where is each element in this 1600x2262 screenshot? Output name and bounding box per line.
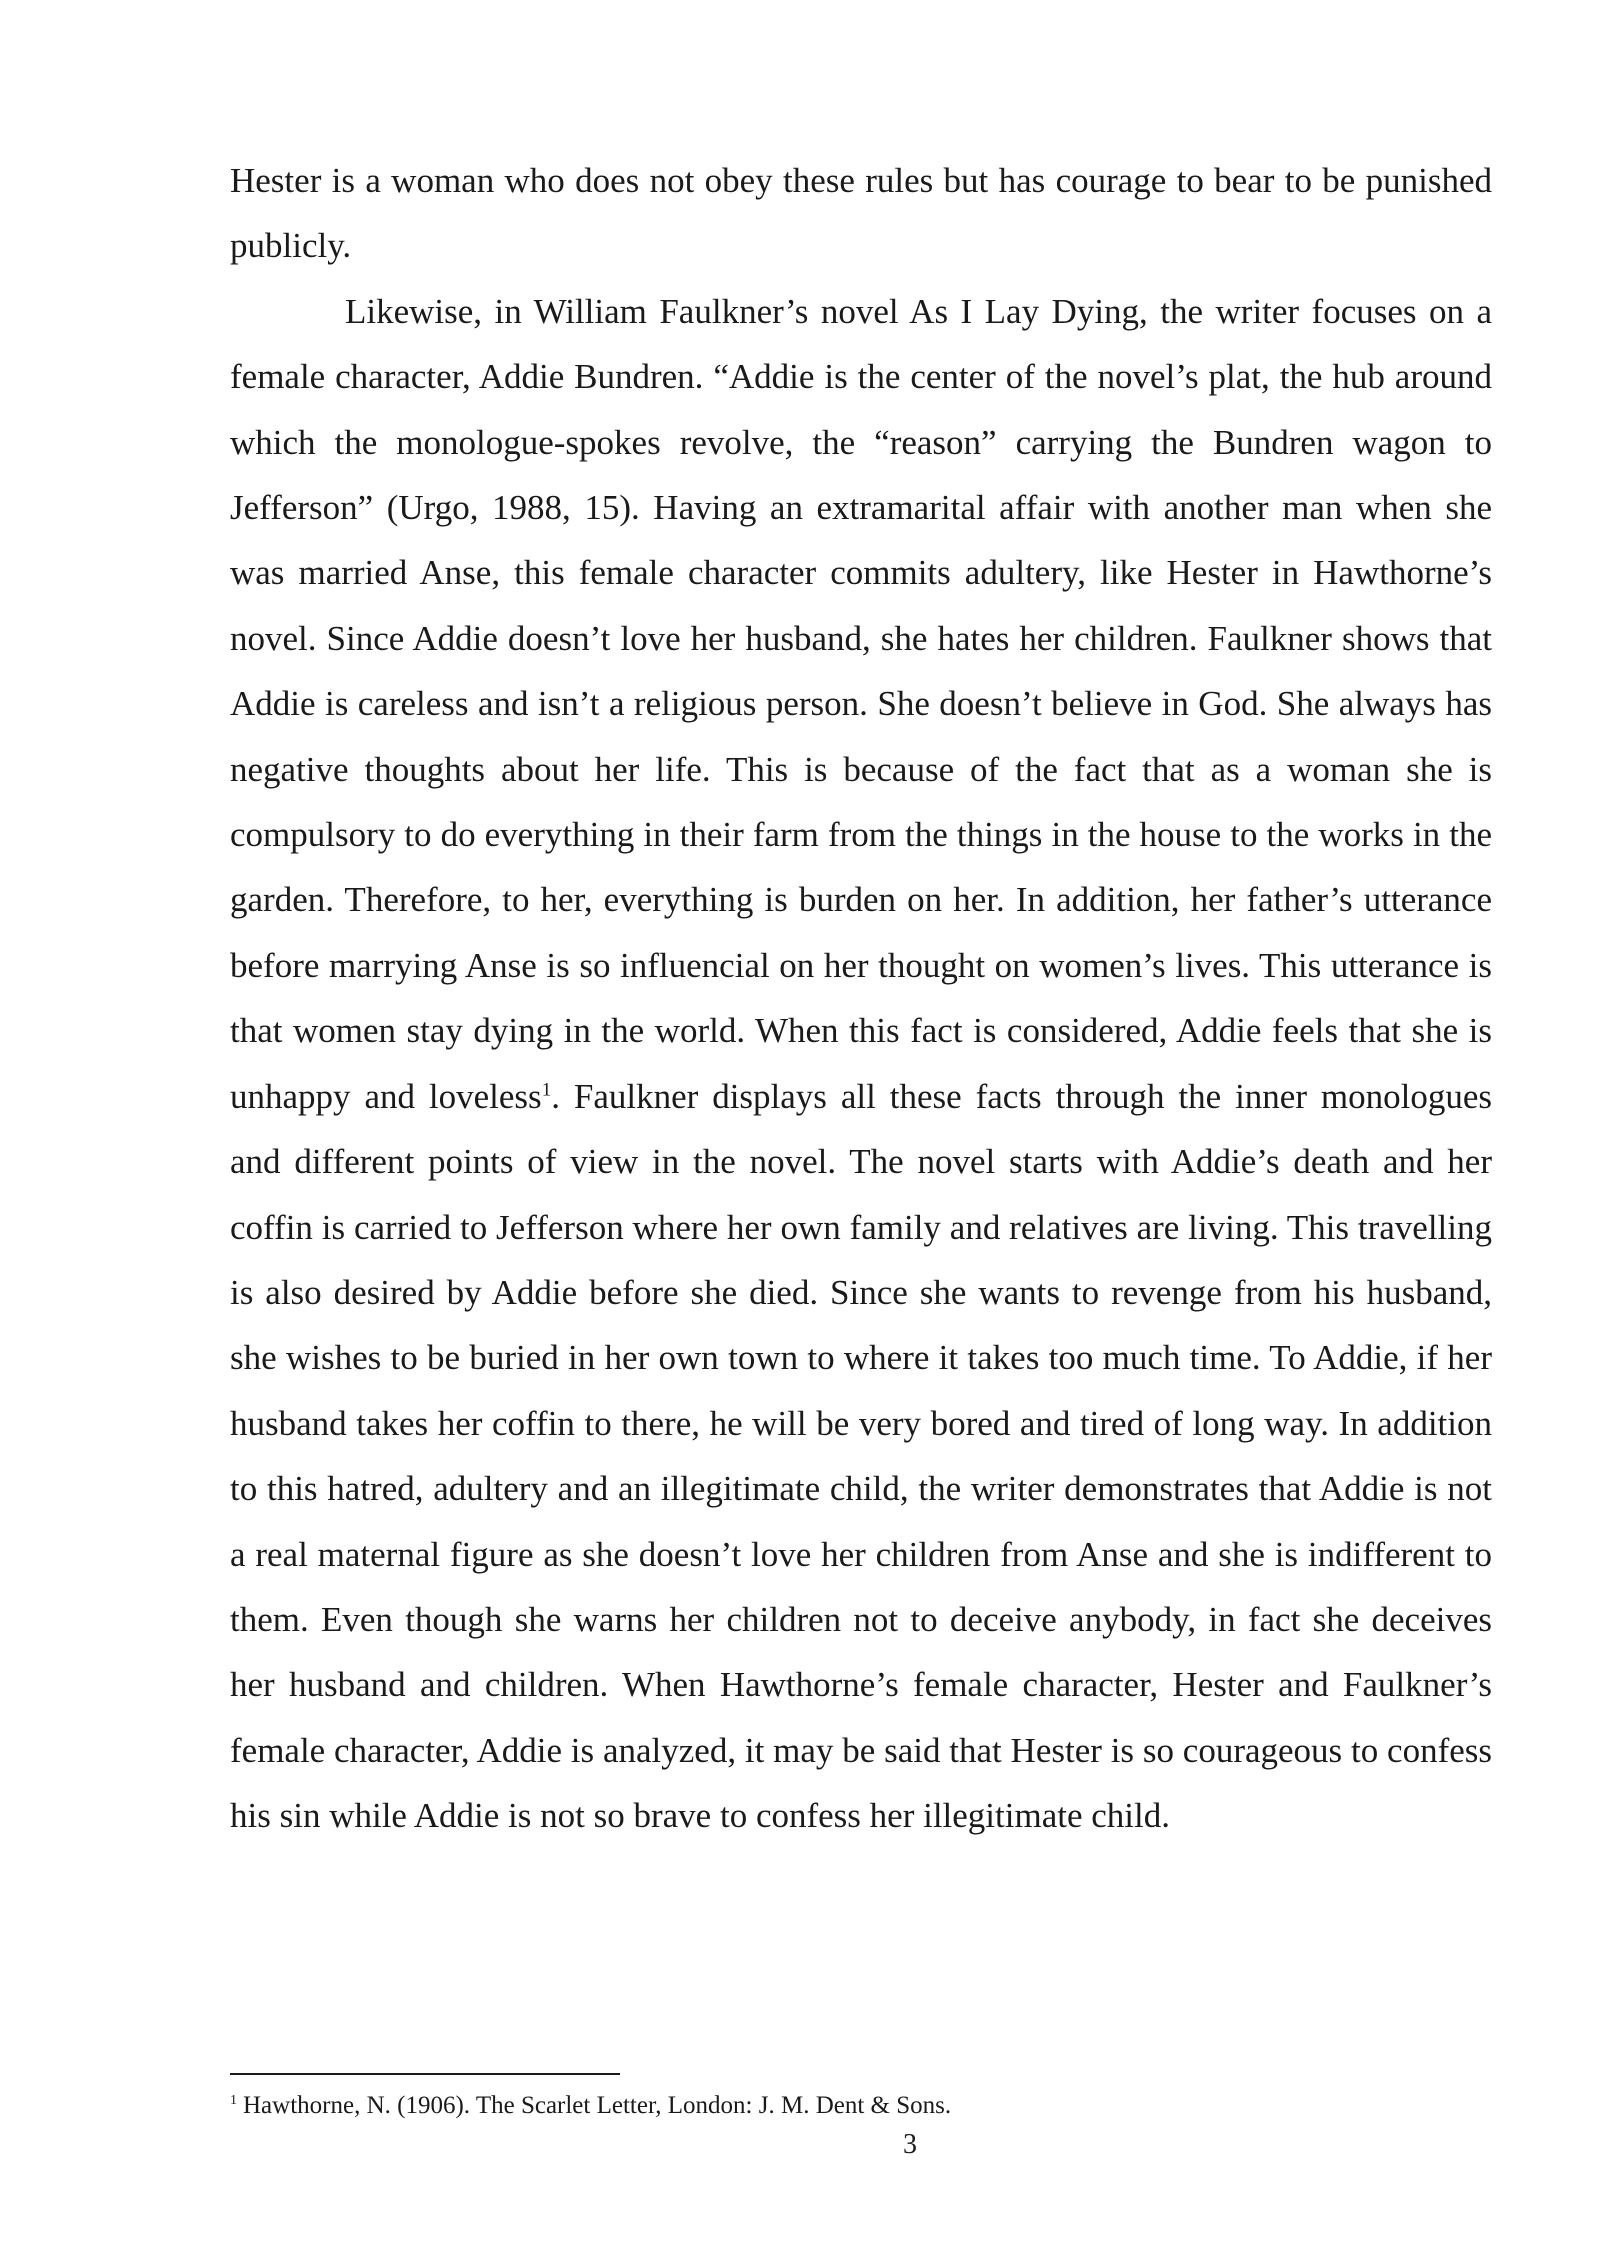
paragraph-1: Hester is a woman who does not obey these rules but has courage to bear to be punished publicly. (230, 161, 1492, 266)
page-number: 3 (903, 2129, 917, 2160)
body-text (230, 148, 1492, 1849)
footnote-separator (230, 2073, 620, 2075)
footnote-marker: 1 (230, 2092, 237, 2108)
paragraph-2 (230, 279, 1492, 1849)
footnote-reference: 1 (541, 1079, 552, 1101)
paragraph-2-text-before-ref: Likewise, in William Faulkner’s novel As I Lay Dying, the writer focuses on a female character, Addie Bundren. “Addie is the center of the novel’s plat, the hub around which the monologue-spokes revolve, the “reason” carrying the Bundren wagon to Jefferson” (Urgo, 1988, 15). Having an extramarital affair with another man when she was married Anse, this female character commits adultery, like Hester in Hawthorne’s novel. Since Addie doesn’t love her husband, she hates her children. Faulkner shows that Addie is careless and isn’t a religious person. She doesn’t believe in God. She always has negative thoughts about her life. This is because of the fact that as a woman she is compulsory to do everything in their farm from the things in the house to the works in the garden. Therefore, to her, everything is burden on her. In addition, her father’s utterance before marrying Anse is so influencial on her thought on women’s lives. This utterance is that women stay dying in the world. When this fact is considered, Addie feels that she is unhappy and loveless (230, 291, 1492, 1116)
paragraph-2-text-after-ref: . Faulkner displays all these facts through the inner monologues and different points of view in the novel. The novel starts with Addie’s death and her coffin is carried to Jefferson where her own family and relatives are living. This travelling is also desired by Addie before she died. Since she wants to revenge from his husband, she wishes to be buried in her own town to where it takes too much time. To Addie, if her husband takes her coffin to there, he will be very bored and tired of long way. In addition to this hatred, adultery and an illegitimate child, the writer demonstrates that Addie is not a real maternal figure as she doesn’t love her children from Anse and she is indifferent to them. Even though she warns her children not to deceive anybody, in fact she deceives her husband and children. When Hawthorne’s female character, Hester and Faulkner’s female character, Addie is analyzed, it may be said that Hester is so courageous to confess his sin while Addie is not so brave to confess her illegitimate child. (230, 1076, 1493, 1836)
footnote (230, 2089, 1492, 2123)
footnote-text: Hawthorne, N. (1906). The Scarlet Letter, London: J. M. Dent & Sons. (243, 2092, 952, 2119)
